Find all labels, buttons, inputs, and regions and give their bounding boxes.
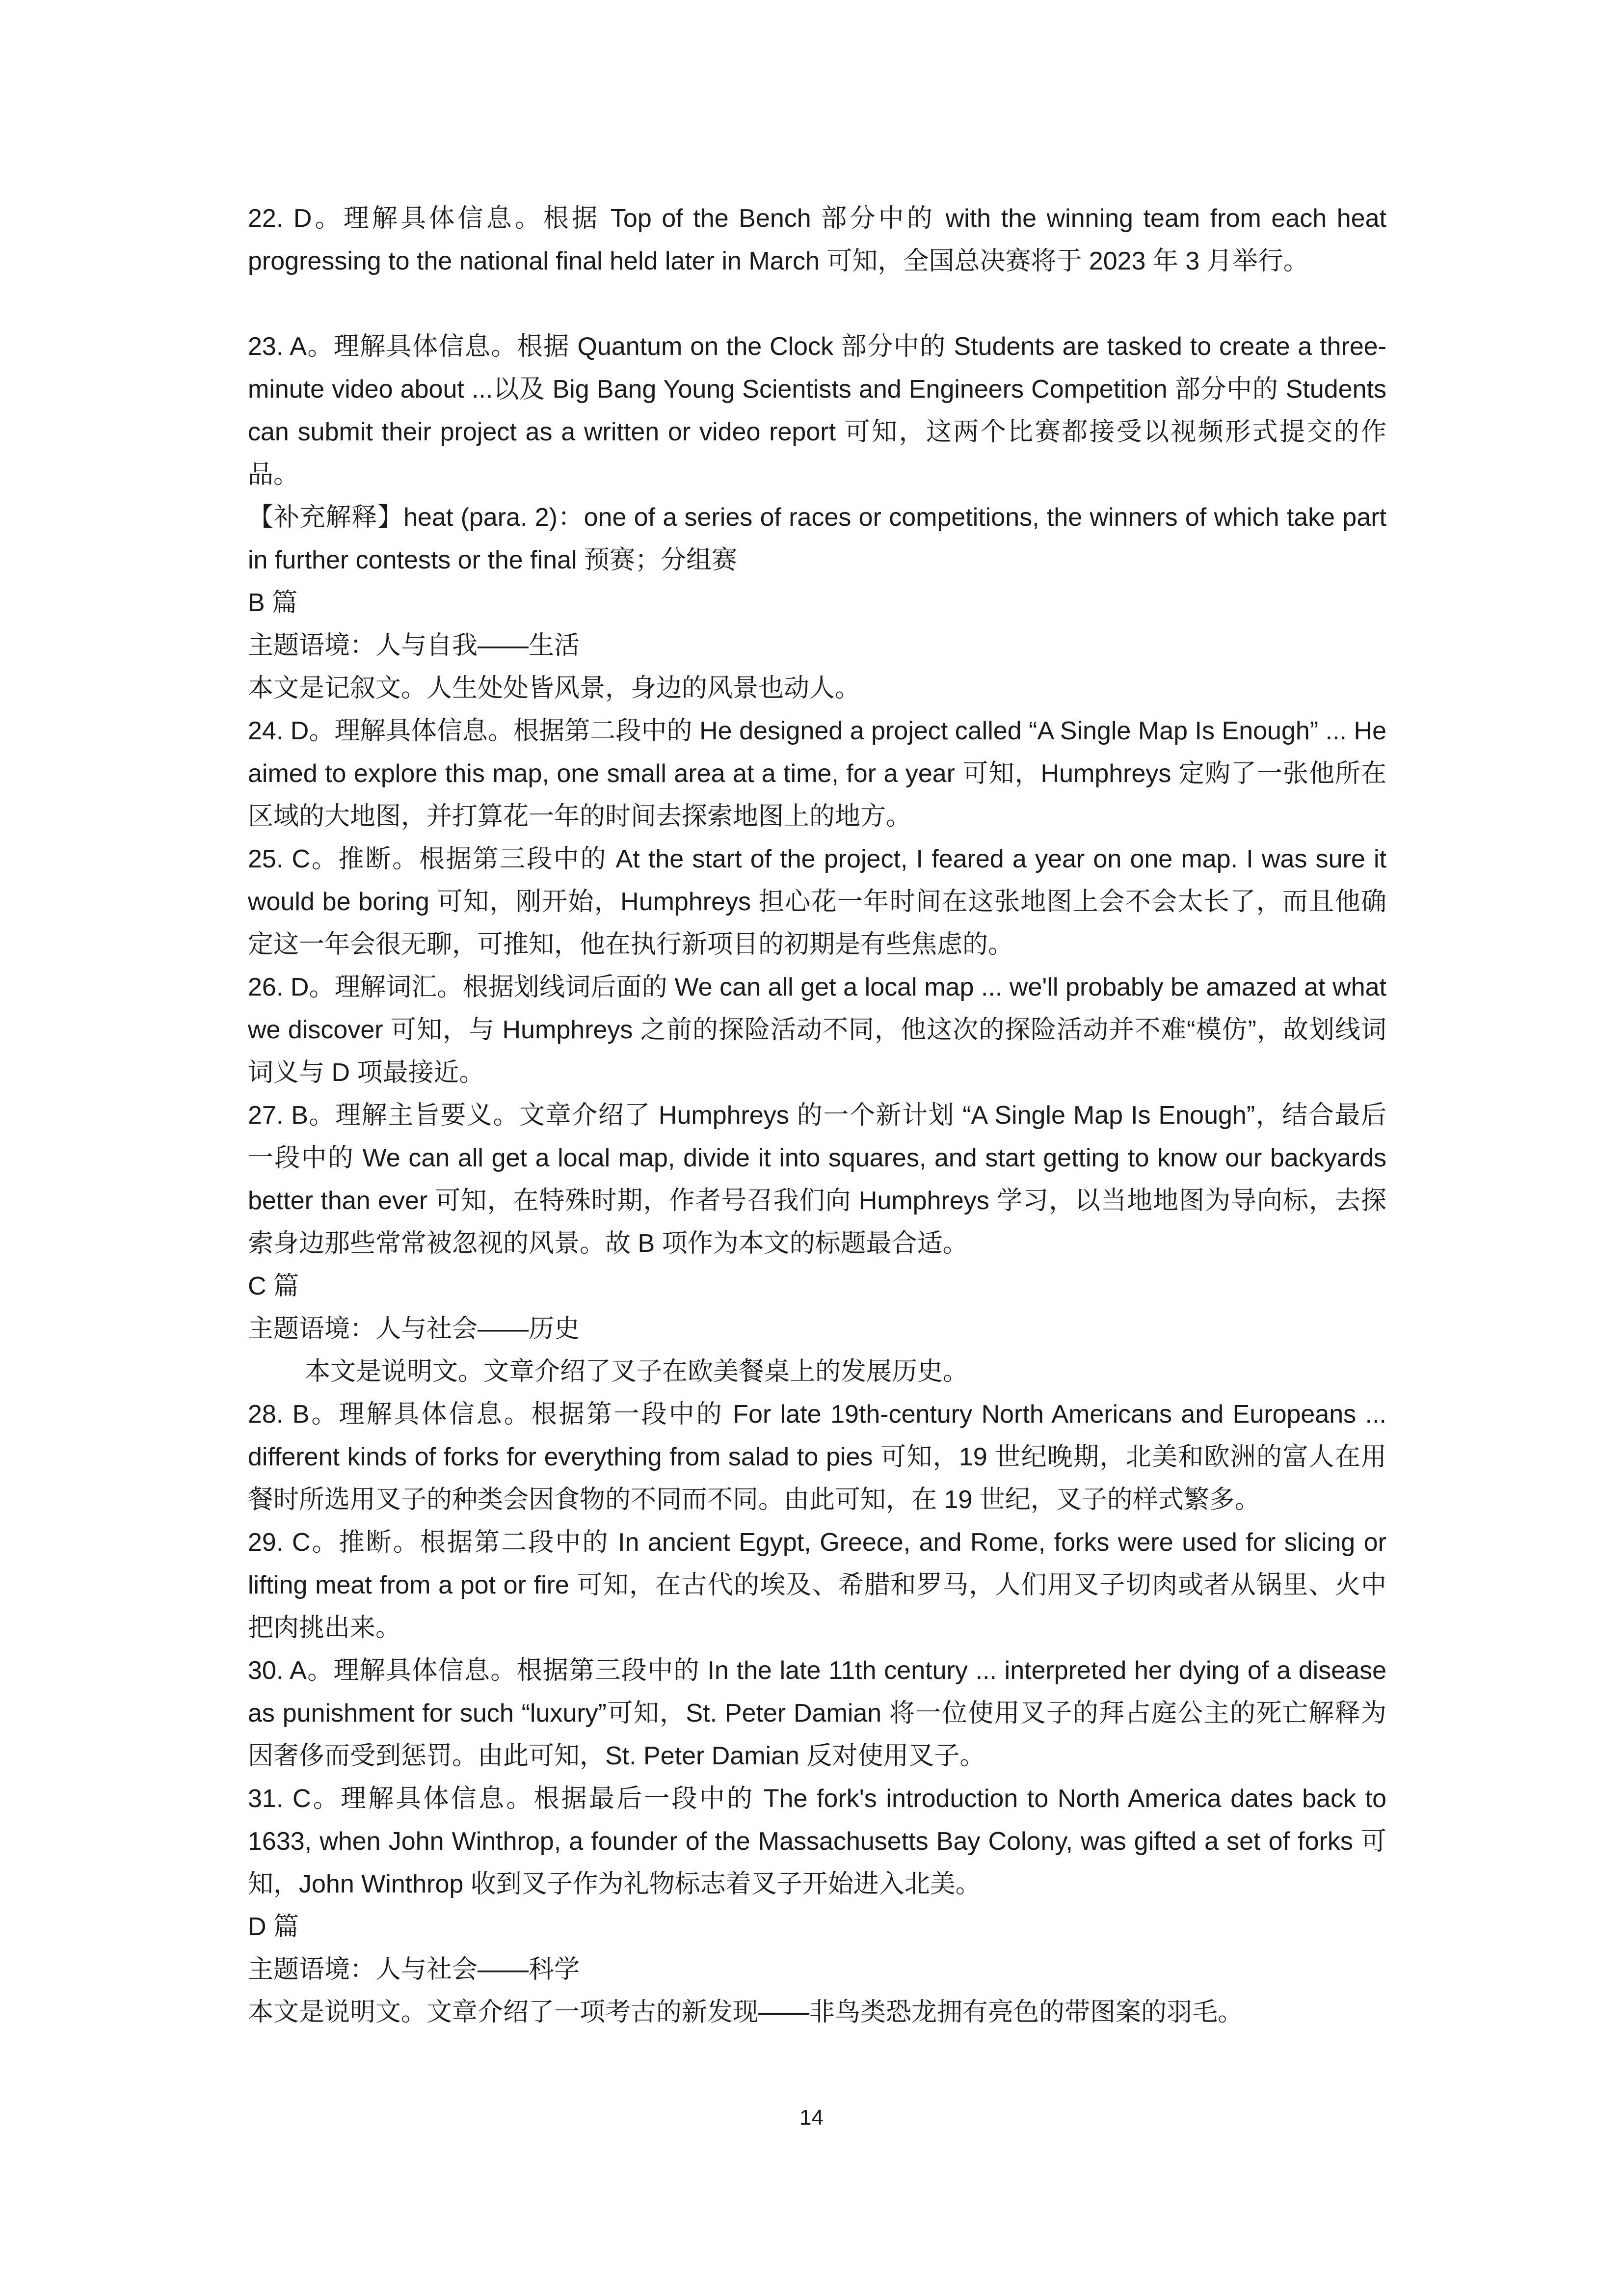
document-body <box>248 197 1386 2034</box>
answer-25: 25. C。推断。根据第三段中的 At the start of the project, I feared a year on one map. I was sure it would be boring 可知，刚开始，Humphreys 担心花一年时间在这张地图上会不会太长了，而且他确定这一年会很无聊，可推知，他在执行新项目的初期是有些焦虑的。 <box>248 845 1386 959</box>
answer-23: 23. A。理解具体信息。根据 Quantum on the Clock 部分中的 Students are tasked to create a three-minute video about ...以及 Big Bang Young Scientists and Engineers Competition 部分中的 Students can submit their project as a written or video report 可知，这两个比赛都接受以视频形式提交的作品。 <box>248 332 1386 489</box>
section-d-theme: 主题语境：人与社会——科学 <box>248 1955 580 1984</box>
section-heading-d: D 篇 <box>248 1913 299 1941</box>
paragraph-gap <box>248 283 1386 325</box>
answer-24: 24. D。理解具体信息。根据第二段中的 He designed a project called “A Single Map Is Enough” ... He aimed to explore this map, one small area at a time, for a year 可知，Humphreys 定购了一张他所在区域的大地图，并打算花一年的时间去探索地图上的地方。 <box>248 717 1386 831</box>
answer-27: 27. B。理解主旨要义。文章介绍了 Humphreys 的一个新计划 “A Single Map Is Enough”，结合最后一段中的 We can all get a local map, divide it into squares, and start getting to know our backyards better than ever 可知，在特殊时期，作者号召我们向 Humphreys 学习，以当地地图为导向标，去探索身边那些常常被忽视的风景。故 B 项作为本文的标题最合适。 <box>248 1101 1386 1258</box>
answer-22: 22. D。理解具体信息。根据 Top of the Bench 部分中的 with the winning team from each heat progressing to the national final held later in March 可知，全国总决赛将于 2023 年 3 月举行。 <box>248 204 1386 275</box>
section-heading-c: C 篇 <box>248 1272 299 1300</box>
section-b-summary: 本文是记叙文。人生处处皆风景，身边的风景也动人。 <box>248 674 861 702</box>
section-c-summary: 本文是说明文。文章介绍了叉子在欧美餐桌上的发展历史。 <box>305 1357 969 1386</box>
answer-31: 31. C。理解具体信息。根据最后一段中的 The fork's introduction to North America dates back to 1633, when John Winthrop, a founder of the Massachusetts Bay Colony, was gifted a set of forks 可知，John Winthrop 收到叉子作为礼物标志着叉子开始进入北美。 <box>248 1784 1386 1898</box>
answer-29: 29. C。推断。根据第二段中的 In ancient Egypt, Greece, and Rome, forks were used for slicing or lifting meat from a pot or fire 可知，在古代的埃及、希腊和罗马，人们用叉子切肉或者从锅里、火中把肉挑出来。 <box>248 1528 1386 1642</box>
page-number: 14 <box>799 2106 824 2130</box>
answer-30: 30. A。理解具体信息。根据第三段中的 In the late 11th century ... interpreted her dying of a disease as punishment for such “luxury”可知，St. Peter Damian 将一位使用叉子的拜占庭公主的死亡解释为因奢侈而受到惩罚。由此可知，St. Peter Damian 反对使用叉子。 <box>248 1656 1386 1770</box>
answer-28: 28. B。理解具体信息。根据第一段中的 For late 19th-century North Americans and Europeans ... different kinds of forks for everything from salad to pies 可知，19 世纪晚期，北美和欧洲的富人在用餐时所选用叉子的种类会因食物的不同而不同。由此可知，在 19 世纪，叉子的样式繁多。 <box>248 1400 1386 1514</box>
section-d-summary: 本文是说明文。文章介绍了一项考古的新发现——非鸟类恐龙拥有亮色的带图案的羽毛。 <box>248 1998 1244 2026</box>
section-b-theme: 主题语境：人与自我——生活 <box>248 631 580 660</box>
section-c-theme: 主题语境：人与社会——历史 <box>248 1315 580 1343</box>
answer-26: 26. D。理解词汇。根据划线词后面的 We can all get a local map ... we'll probably be amazed at what we discover 可知，与 Humphreys 之前的探险活动不同，他这次的探险活动并不难“模仿”，故划线词词义与 D 项最接近。 <box>248 973 1386 1087</box>
section-heading-b: B 篇 <box>248 589 298 617</box>
supplementary-note: 【补充解释】heat (para. 2)：one of a series of races or competitions, the winners of which take part in further contests or the final 预赛；分组赛 <box>248 503 1386 574</box>
